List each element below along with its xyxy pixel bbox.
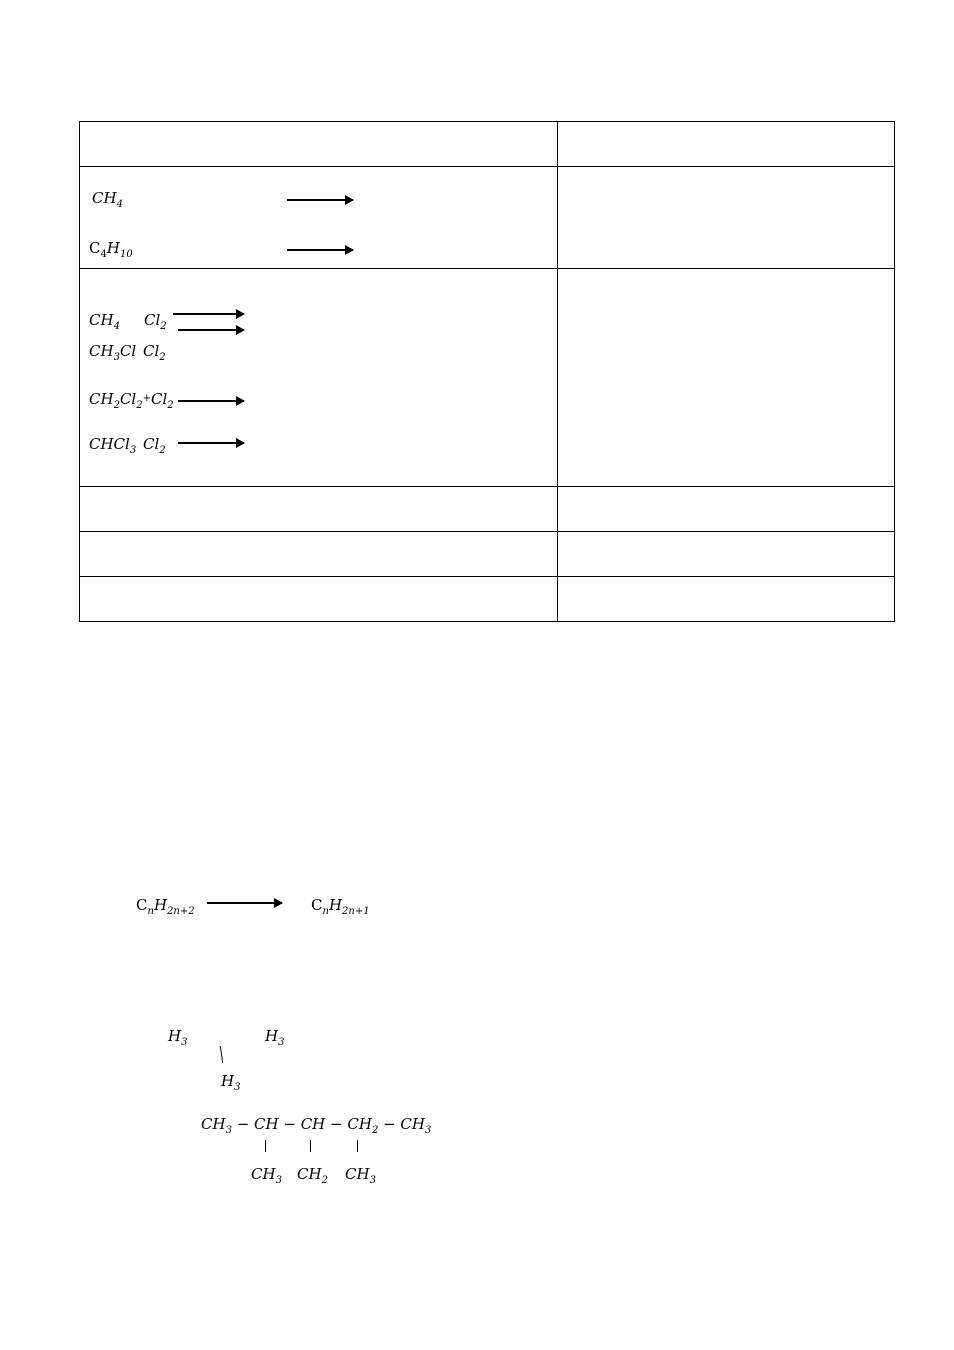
formula-cl2: $Cl_2$	[143, 342, 166, 363]
table-cell	[80, 577, 558, 622]
formula-ch4: $CH_4$	[89, 311, 120, 332]
reaction-arrow	[287, 199, 353, 201]
main-chain-formula: $CH_3$ − CH − CH − $CH_2 - CH_3$	[201, 1115, 432, 1136]
branch-ch2: $CH_2$	[297, 1165, 328, 1186]
reaction-arrow	[178, 442, 244, 444]
formula-ch3cl: $CH_3Cl$	[89, 342, 137, 363]
formula-cl2: $Cl_2$	[143, 435, 166, 456]
fragment-h3: $H_3$	[221, 1072, 241, 1093]
formula-c4h10: $C_4H_{10}$	[89, 239, 133, 260]
chlorination-cell	[80, 269, 558, 487]
fragment-h3: $H_3$	[168, 1027, 188, 1048]
table-cell	[80, 487, 558, 532]
reaction-arrow	[287, 249, 353, 251]
reaction-arrow	[207, 902, 282, 904]
formula-chcl3: CHCl$_3$	[89, 435, 137, 456]
formula-cl2: $Cl_2$	[144, 311, 167, 332]
reaction-arrow	[173, 313, 244, 315]
bond-line	[220, 1046, 223, 1063]
table-header-cell-2	[558, 122, 895, 167]
table-cell	[558, 577, 895, 622]
table-cell	[80, 532, 558, 577]
bond-line	[357, 1140, 358, 1152]
reaction-arrow	[178, 400, 244, 402]
bond-line	[310, 1140, 311, 1152]
branch-ch3: $CH_3$	[251, 1165, 282, 1186]
table-header-cell-1	[80, 122, 558, 167]
general-formula-alkyl: $C_nH_{2n+1}$	[311, 896, 370, 917]
formula-ch4: $CH_4$	[92, 189, 123, 210]
branch-ch3: $CH_3$	[345, 1165, 376, 1186]
formula-ch2cl2-plus-cl2: $CH_2Cl_2^+Cl_2$	[89, 390, 174, 411]
general-formula-alkane: $C_nH_{2n+2}$	[136, 896, 195, 917]
reaction-table	[79, 121, 895, 622]
chlorination-result-cell	[558, 269, 895, 487]
combustion-result-cell	[558, 167, 895, 269]
fragment-h3: $H_3$	[265, 1027, 285, 1048]
combustion-cell	[80, 167, 558, 269]
table-cell	[558, 487, 895, 532]
reaction-arrow	[178, 329, 244, 331]
table-cell	[558, 532, 895, 577]
bond-line	[265, 1140, 266, 1152]
